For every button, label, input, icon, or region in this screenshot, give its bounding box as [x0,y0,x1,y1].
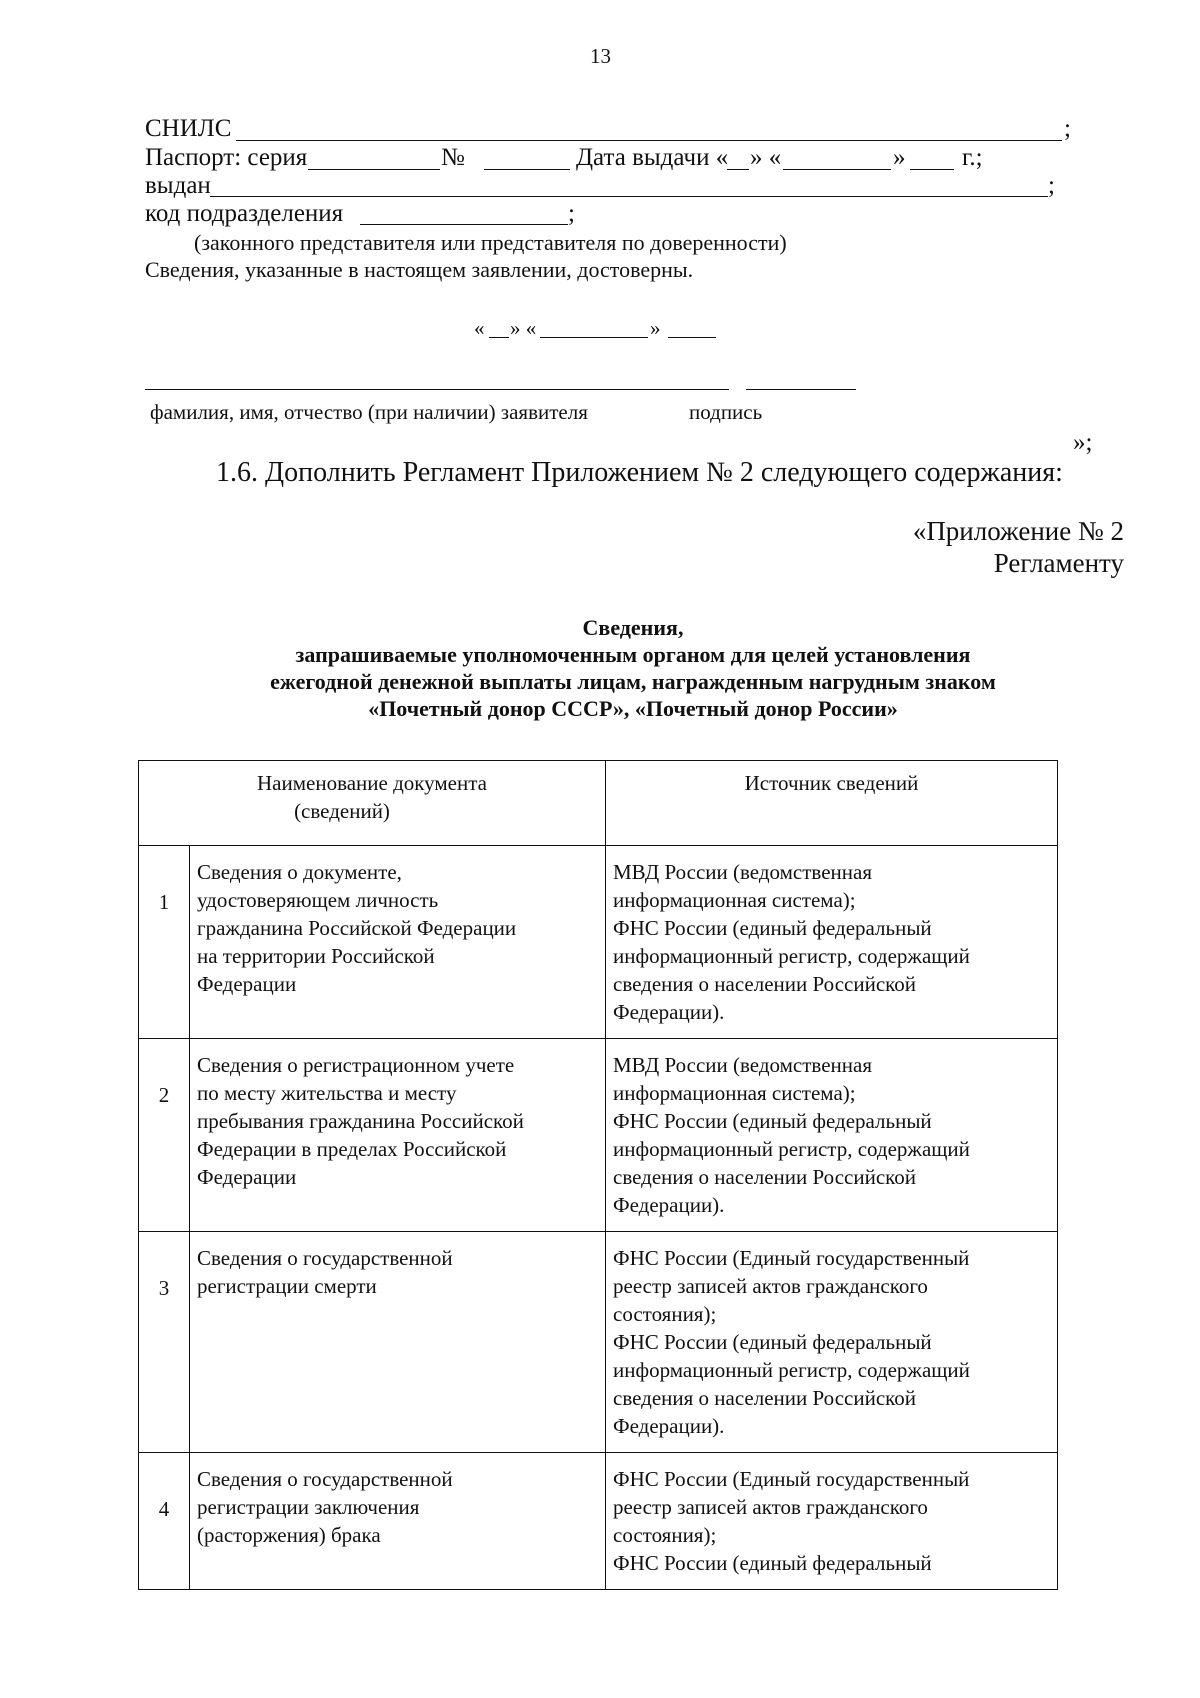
passport-label: Паспорт: серия [145,144,308,171]
appendix-line1: «Приложение № 2 [912,516,1124,546]
passport-number-line [484,169,570,170]
header-source: Источник сведений [606,761,1058,846]
source-line: состояния); [613,1523,717,1547]
title-line2: запрашиваемые уполномоченным органом для целей установления [295,642,971,667]
issued-by-end: ; [1048,172,1055,199]
document-name-line: Федерации в пределах Российской [197,1137,507,1161]
source-line: сведения о населении Российской [613,1165,917,1189]
snils-field-line [236,140,1062,141]
source-line: Федерации). [613,1193,725,1217]
source-line: информационный регистр, содержащий [613,1137,970,1161]
passport-number-sign: № [441,144,465,171]
document-name-line: гражданина Российской Федерации [197,916,517,940]
division-code-end: ; [568,200,575,227]
division-code-label: код подразделения [145,200,344,227]
source-line: ФНС России (единый федеральный [613,916,932,940]
source-line: ФНС России (единый федеральный [613,1330,932,1354]
date-day-line [489,337,509,338]
source-cell [606,1232,1058,1453]
document-name-cell [190,1039,606,1232]
document-name-line: Федерации [197,1165,297,1189]
document-name-line: (расторжения) брака [197,1523,381,1547]
source-line: Федерации). [613,1000,725,1024]
source-line: ФНС России (единый федеральный [613,1551,932,1575]
issue-year-line [910,169,954,170]
row-number: 3 [139,1232,190,1453]
issue-date-mid1: » « [750,144,782,171]
date-mid2: » [650,316,661,340]
date-month-line [540,337,648,338]
amendment-text: 1.6. Дополнить Регламент Приложением № 2 следующего содержания: [216,457,1063,488]
date-year-line [668,337,716,338]
source-cell [606,1039,1058,1232]
source-line: реестр записей актов гражданского [613,1495,928,1519]
snils-label: СНИЛС [145,115,232,142]
header-name-line2: (сведений) [294,799,390,823]
header-name-line1: Наименование документа [257,771,487,795]
document-name-line: пребывания гражданина Российской [197,1109,524,1133]
issue-date-mid2: » [893,144,906,171]
issue-month-line [783,169,891,170]
document-name-line: Сведения о государственной [197,1246,453,1270]
fio-caption: фамилия, имя, отчество (при наличии) заявителя [150,400,588,424]
issue-year-suffix: г.; [962,144,983,171]
division-code-line [360,224,568,225]
header-document-name [139,761,606,846]
source-line: информационный регистр, содержащий [613,1358,970,1382]
table-row [139,846,1058,1039]
document-name-line: Сведения о государственной [197,1467,453,1491]
row-number: 1 [139,846,190,1039]
source-line: ФНС России (Единый государственный [613,1246,970,1270]
source-line: ФНС России (единый федеральный [613,1109,932,1133]
title-line3: ежегодной денежной выплаты лицам, награжденным нагрудным знаком [270,669,996,694]
page-number: 13 [590,44,611,68]
document-name-line: на территории Российской [197,944,435,968]
document-name-line: регистрации заключения [197,1495,420,1519]
fio-signature-line [145,389,729,390]
table-header-row [139,761,1058,846]
row-number: 2 [139,1039,190,1232]
title-line1: Сведения, [582,615,684,640]
appendix-line2: Регламенту [993,548,1124,578]
document-title [0,614,1200,722]
table-row [139,1232,1058,1453]
document-name-line: по месту жительства и месту [197,1081,457,1105]
issued-by-label: выдан [145,172,211,199]
document-name-cell [190,846,606,1039]
passport-series-line [308,169,440,170]
date-mid1: » « [510,316,537,340]
document-name-line: Сведения о документе, [197,860,402,884]
signature-caption: подпись [689,400,763,424]
issue-date-label: Дата выдачи « [576,144,729,171]
source-line: реестр записей актов гражданского [613,1274,928,1298]
document-name-cell [190,1453,606,1590]
table-row [139,1453,1058,1590]
source-line: информационная система); [613,1081,856,1105]
document-name-line: Сведения о регистрационном учете [197,1053,515,1077]
source-line: информационный регистр, содержащий [613,944,970,968]
source-line: ФНС России (Единый государственный [613,1467,970,1491]
reliable-statement: Сведения, указанные в настоящем заявлении, достоверны. [145,257,694,282]
row-number: 4 [139,1453,190,1590]
appendix-heading [913,515,1124,579]
document-name-line: Федерации [197,972,297,996]
document-name-line: регистрации смерти [197,1274,377,1298]
title-line4: «Почетный донор СССР», «Почетный донор России» [368,696,898,721]
source-line: сведения о населении Российской [613,972,917,996]
source-line: МВД России (ведомственная [613,1053,872,1077]
document-name-cell [190,1232,606,1453]
date-open: « [474,316,485,340]
source-cell [606,846,1058,1039]
source-line: сведения о населении Российской [613,1386,917,1410]
source-line: информационная система); [613,888,856,912]
snils-end: ; [1064,115,1071,142]
document-name-line: удостоверяющем личность [197,888,439,912]
source-line: Федерации). [613,1414,725,1438]
closing-quote: »; [1073,429,1093,456]
representative-note: (законного представителя или представителя по доверенности) [194,230,787,255]
source-line: состояния); [613,1302,717,1326]
source-cell [606,1453,1058,1590]
issued-by-line [210,196,1048,197]
signature-line [746,389,856,390]
source-line: МВД России (ведомственная [613,860,872,884]
sources-table [138,760,1058,1590]
table-row [139,1039,1058,1232]
issue-day-line [727,169,749,170]
